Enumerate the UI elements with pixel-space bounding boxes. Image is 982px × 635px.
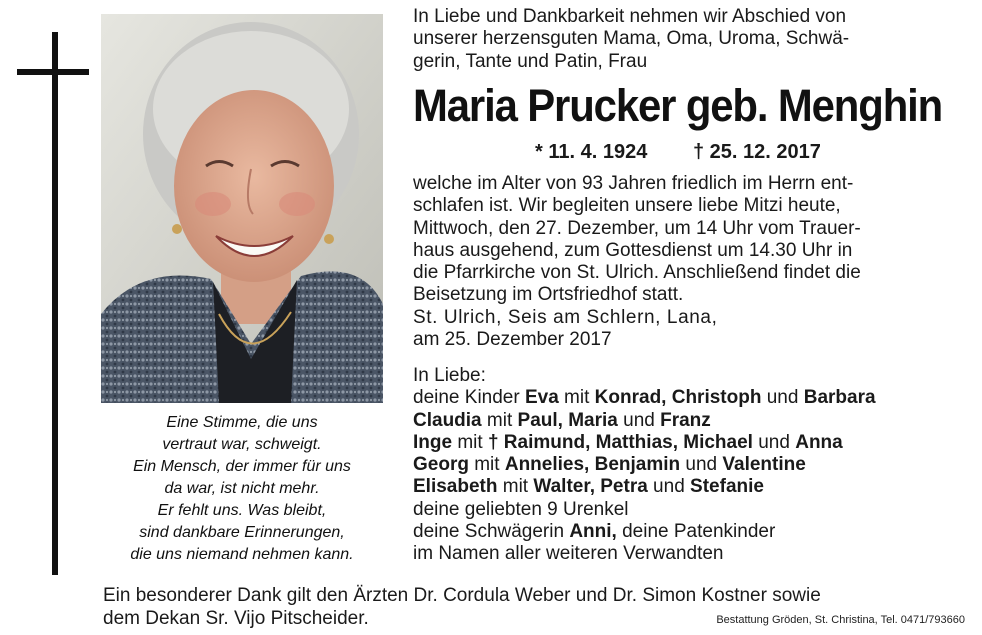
verse-line: die uns niemand nehmen kann. <box>130 546 354 563</box>
child-name: Elisabeth <box>413 476 498 498</box>
child-family: Walter, Petra <box>533 476 648 498</box>
funeral-details <box>413 173 973 351</box>
intro-text <box>413 6 973 73</box>
verse-line: vertraut war, schweigt. <box>162 436 322 453</box>
thanks-line: Ein besonderer Dank gilt den Ärzten Dr. Cordula Weber und Dr. Simon Kostner sowie <box>103 585 821 606</box>
connector: mit <box>468 454 505 476</box>
intro-line: In Liebe und Dankbarkeit nehmen wir Abschied von <box>413 6 847 27</box>
thanks-line: dem Dekan Sr. Vijo Pitscheider. <box>103 608 369 629</box>
child-name: Claudia <box>413 409 482 431</box>
family-line-claudia <box>413 410 973 432</box>
verse-line: Eine Stimme, die uns <box>166 414 318 431</box>
child-family: Franz <box>660 409 711 431</box>
urenkel-line: deine geliebten 9 Urenkel <box>413 498 629 520</box>
date-line: am 25. Dezember 2017 <box>413 329 612 351</box>
schwaegerin-prefix: deine Schwägerin <box>413 521 570 543</box>
family-line-elisabeth <box>413 476 973 498</box>
child-family: Annelies, Benjamin <box>504 454 681 476</box>
cross-vertical <box>52 32 58 575</box>
family-line-inge <box>413 432 973 454</box>
intro-line: unserer herzensguten Mama, Oma, Uroma, Schwä- <box>413 28 850 50</box>
body-line: Mittwoch, den 27. Dezember, um 14 Uhr vom Trauer- <box>413 217 861 239</box>
birth-date: * 11. 4. 1924 <box>535 141 648 163</box>
child-family: Konrad, Christoph <box>594 387 762 409</box>
connector: mit <box>452 431 488 453</box>
connector: mit <box>481 409 518 431</box>
verse-line: da war, ist nicht mehr. <box>164 480 320 497</box>
child-family: Valentine <box>722 454 806 476</box>
intro-line: gerin, Tante und Patin, Frau <box>413 50 648 72</box>
in-liebe: In Liebe: <box>413 365 486 386</box>
child-family: Barbara <box>803 387 876 409</box>
connector: und <box>617 409 661 431</box>
family-line-eva <box>413 387 973 409</box>
child-family: Anna <box>795 431 843 453</box>
funeral-home-credit: Bestattung Gröden, St. Christina, Tel. 0471/793660 <box>716 614 965 626</box>
verse-line: Ein Mensch, der immer für uns <box>133 458 351 475</box>
kinder-prefix: deine Kinder <box>413 387 525 409</box>
cross-horizontal <box>17 69 89 75</box>
death-date: † 25. 12. 2017 <box>693 141 821 163</box>
portrait-photo <box>101 14 383 403</box>
verse-line: sind dankbare Erinnerungen, <box>139 524 345 541</box>
body-line: haus ausgehend, zum Gottesdienst um 14.30 Uhr in <box>413 239 853 261</box>
connector: und <box>680 454 723 476</box>
child-name: Georg <box>413 454 469 476</box>
child-family: † Raimund, Matthias, Michael <box>487 431 753 453</box>
child-family: Paul, Maria <box>517 409 618 431</box>
child-name: Inge <box>413 431 453 453</box>
child-name: Eva <box>524 387 559 409</box>
schwaegerin-name: Anni, <box>569 521 617 543</box>
connector: und <box>752 431 796 453</box>
memorial-verse <box>101 412 383 566</box>
body-line: schlafen ist. Wir begleiten unsere liebe Mitzi heute, <box>413 195 841 217</box>
connector: mit <box>497 476 534 498</box>
verse-line: Er fehlt uns. Was bleibt, <box>157 502 327 519</box>
body-line: welche im Alter von 93 Jahren friedlich im Herrn ent- <box>413 173 854 194</box>
body-line: Beisetzung im Ortsfriedhof statt. <box>413 284 684 306</box>
connector: und <box>647 476 691 498</box>
connector: und <box>761 387 804 409</box>
child-family: Stefanie <box>690 476 764 498</box>
schwaegerin-suffix: deine Patenkinder <box>616 521 776 543</box>
connector: mit <box>558 387 595 409</box>
deceased-name: Maria Prucker geb. Menghin <box>413 80 943 131</box>
family-line-georg <box>413 454 973 476</box>
body-line: die Pfarrkirche von St. Ulrich. Anschließend findet die <box>413 262 861 284</box>
verwandte-line: im Namen aller weiteren Verwandten <box>413 543 724 565</box>
family-list <box>413 365 973 566</box>
schwaegerin-line <box>413 521 973 543</box>
place-line: St. Ulrich, Seis am Schlern, Lana, <box>413 306 718 328</box>
